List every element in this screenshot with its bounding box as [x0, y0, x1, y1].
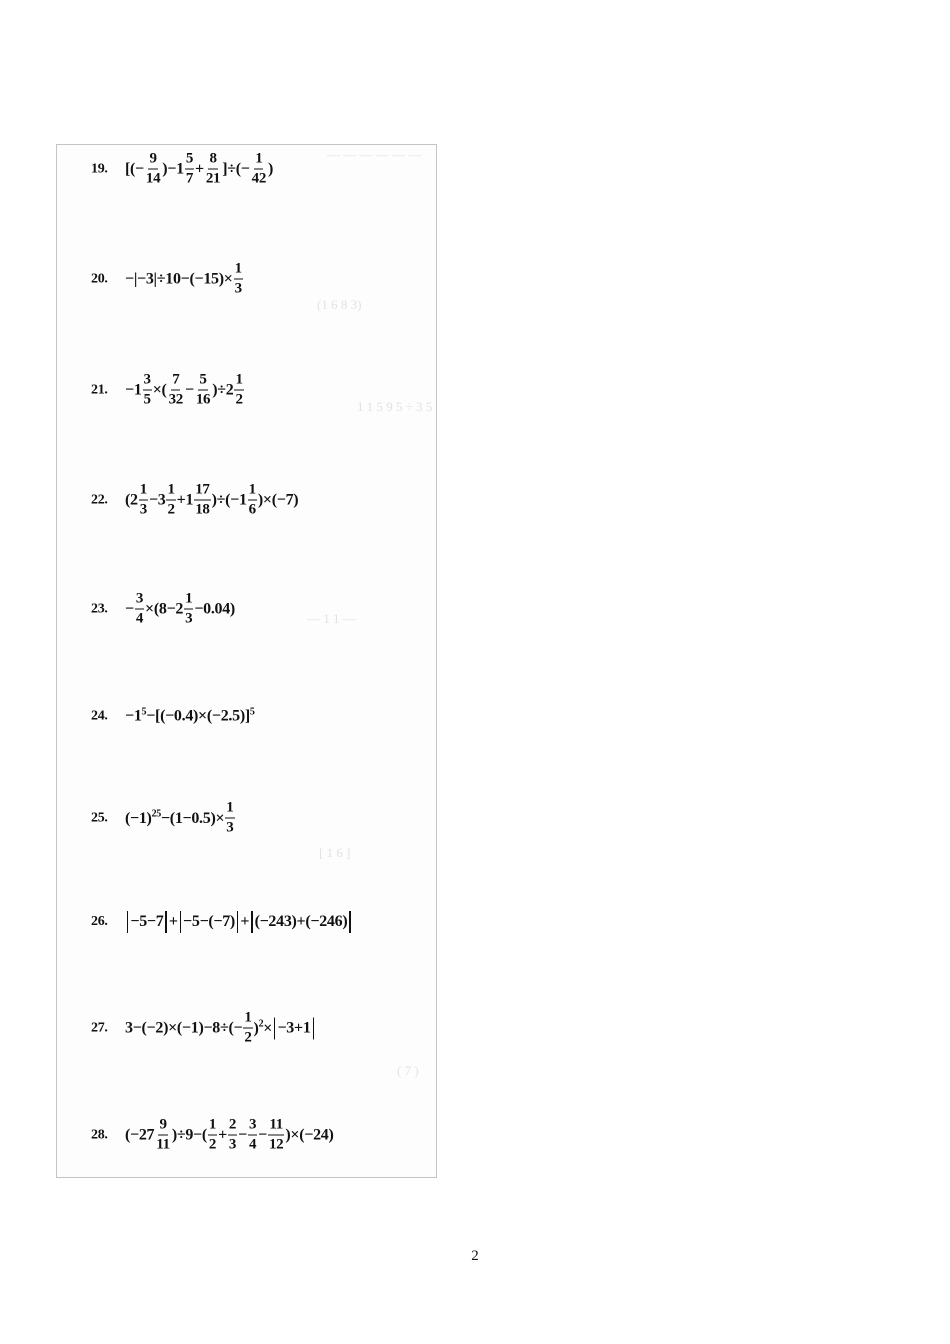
problem-expression: −|−3|÷10−(−15)× $\frac{1}{3}$ [125, 260, 242, 297]
page-number: 2 [471, 1248, 479, 1264]
problem-26 [91, 911, 353, 933]
problem-number: 22. [91, 492, 108, 507]
problem-expression: −5−7 + −5−(−7) + (−243)+(−246) [125, 911, 353, 933]
problem-number: 20. [91, 271, 108, 286]
problem-expression: − $\frac{3}{4}$ ×(8−2 $\frac{1}{3}$ −0.04) [125, 590, 235, 627]
bleed-through-mark: 1 1 5 9 5 ÷ 3 5 [357, 399, 433, 414]
problem-number: 19. [91, 161, 108, 176]
problem-24 [91, 706, 255, 725]
problem-expression: 3−(−2)×(−1)−8÷(− $\frac{1}{2}$ )$^2$× −3+1 [125, 1011, 316, 1046]
problem-number: 21. [91, 382, 108, 397]
problem-expression: $(-1)^{25}-(1-0.5)\times$ $\frac{1}{3}$ [125, 799, 234, 836]
problem-25 [91, 801, 236, 836]
problem-23 [91, 592, 235, 627]
problem-number: 26. [91, 914, 108, 929]
problem-number: 28. [91, 1127, 108, 1142]
problem-expression: −1 $\frac{3}{5}$ ×( $\frac{7}{32}$ − $\frac{5}{16}$ )÷2 $\frac{1}{2}$ [125, 371, 243, 408]
problem-22 [91, 483, 298, 518]
problem-21 [91, 373, 245, 408]
problem-number: 25. [91, 810, 108, 825]
problem-number: 23. [91, 601, 108, 616]
bleed-through-mark: [ 1 6 ] [319, 845, 351, 860]
problem-number: 24. [91, 707, 108, 723]
bleed-through-mark: — 1 1 — [307, 611, 356, 626]
problem-expression: $-1^5-[(-0.4)\times(-2.5)]^5$ [125, 706, 255, 725]
bleed-through-mark: (1 6 8 3) [317, 297, 362, 312]
problem-19 [91, 152, 273, 187]
problem-expression: [(− $\frac{9}{14}$ )−1 $\frac{5}{7}$ + $\frac{8}{21}$ ]÷(− $\frac{1}{42}$ ) [125, 150, 274, 187]
problem-28 [91, 1118, 334, 1153]
scanned-worksheet [56, 144, 437, 1178]
problem-expression: (2 $\frac{1}{3}$ −3 $\frac{1}{2}$ +1 $\frac{17}{18}$ )÷(−1 $\frac{1}{6}$ )×(−7) [125, 481, 299, 518]
bleed-through-mark: — — — — — — [327, 147, 422, 162]
problem-27 [91, 1011, 316, 1046]
bleed-through-mark: ( 7 ) [397, 1063, 419, 1078]
problem-number: 27. [91, 1020, 108, 1035]
problem-expression: (−27 $\frac{9}{11}$ )÷9−( $\frac{1}{2}$ + $\frac{2}{3}$ − $\frac{3}{4}$ − $\frac{11}{12}$ )×(−24) [125, 1116, 334, 1153]
problem-20 [91, 262, 244, 297]
